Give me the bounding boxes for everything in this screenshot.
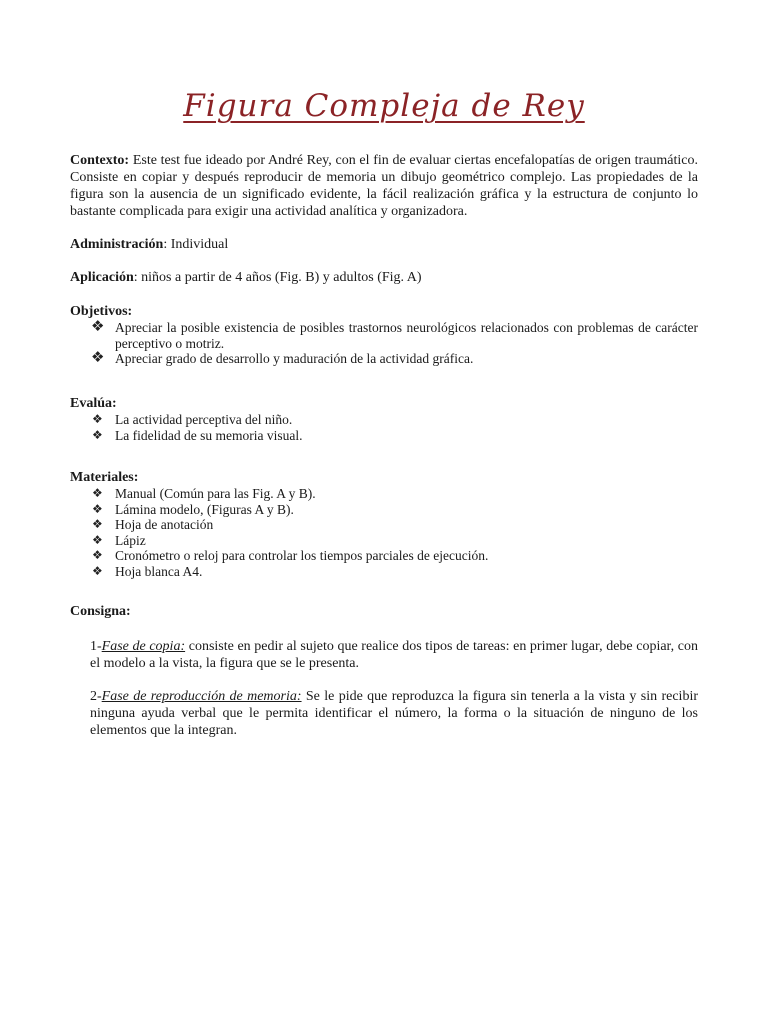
list-item: ❖ Apreciar grado de desarrollo y maduración de la actividad gráfica.	[91, 348, 474, 366]
administracion-line	[70, 236, 698, 253]
materiales-section	[70, 469, 698, 579]
evalua-list	[70, 412, 698, 443]
consigna-step-2	[90, 688, 698, 739]
diamond-bullet-icon: ❖	[92, 548, 103, 562]
consigna-label: Consigna:	[70, 604, 131, 619]
evalua-label: Evalúa:	[70, 396, 117, 411]
objetivos-section	[70, 303, 698, 367]
diamond-bullet-icon: ❖	[92, 517, 103, 531]
step-text: consiste en pedir al sujeto que realice dos tipos de tareas: en primer lugar, debe copiar, con el modelo a la vista, la figura que se le presenta.	[90, 639, 698, 671]
list-item: ❖ Hoja de anotación	[92, 517, 214, 532]
diamond-bullet-icon: ❖	[92, 427, 103, 442]
diamond-bullet-icon: ❖	[92, 412, 103, 426]
contexto-text: Este test fue ideado por André Rey, con el fin de evaluar ciertas encefalopatías de origen traumático. Consiste en copiar y después reproducir de memoria un dibujo geométrico complejo. Las propiedades de la figura son la ausencia de un significado evidente, la fácil realización gráfica y la estructura de conjunto lo bastante complicada para exigir una actividad analítica y organizadora.	[70, 153, 699, 219]
objetivos-label: Objetivos:	[70, 304, 133, 319]
page-title: Figura Compleja de Rey	[183, 88, 585, 124]
step-phase-title: Fase de reproducción de memoria:	[101, 689, 302, 704]
list-item: ❖ La actividad perceptiva del niño.	[92, 412, 293, 427]
evalua-section	[70, 395, 698, 443]
diamond-bullet-icon: ❖	[92, 486, 103, 500]
step-number: 1-	[90, 639, 102, 654]
diamond-bullet-icon: ❖	[92, 563, 103, 578]
step-number: 2-	[90, 689, 102, 704]
list-item: ❖ Hoja blanca A4.	[92, 563, 203, 579]
contexto-label: Contexto:	[70, 153, 130, 168]
aplicacion-label: Aplicación	[70, 270, 134, 285]
diamond-bullet-icon: ❖	[91, 317, 105, 335]
list-item: ❖ Cronómetro o reloj para controlar los tiempos parciales de ejecución.	[92, 548, 489, 563]
consigna-step-1	[90, 638, 698, 672]
aplicacion-text: : niños a partir de 4 años (Fig. B) y adultos (Fig. A)	[133, 270, 422, 285]
materiales-list	[70, 486, 698, 579]
list-item: ❖ Lápiz	[92, 532, 146, 548]
list-item: ❖ Apreciar la posible existencia de posibles trastornos neurológicos relacionados con problemas de carácter perceptivo o motriz.	[91, 317, 698, 351]
step-phase-title: Fase de copia:	[101, 639, 186, 654]
diamond-bullet-icon: ❖	[92, 501, 103, 516]
materiales-label: Materiales:	[70, 470, 139, 485]
diamond-bullet-icon: ❖	[91, 348, 105, 366]
list-item: ❖ La fidelidad de su memoria visual.	[92, 427, 303, 443]
list-item: ❖ Lámina modelo, (Figuras A y B).	[92, 501, 294, 517]
objetivos-list	[70, 317, 698, 367]
step-text: Se le pide que reproduzca la figura sin tenerla a la vista y sin recibir ninguna ayuda verbal que le permita identificar el número, la forma o la situación de ninguno de los elementos que la integran.	[90, 689, 698, 738]
aplicacion-line	[70, 269, 698, 286]
contexto-paragraph	[70, 152, 698, 220]
administracion-text: : Individual	[163, 237, 229, 252]
administracion-label: Administración	[70, 237, 164, 252]
diamond-bullet-icon: ❖	[92, 532, 103, 547]
list-item: ❖ Manual (Común para las Fig. A y B).	[92, 486, 316, 501]
